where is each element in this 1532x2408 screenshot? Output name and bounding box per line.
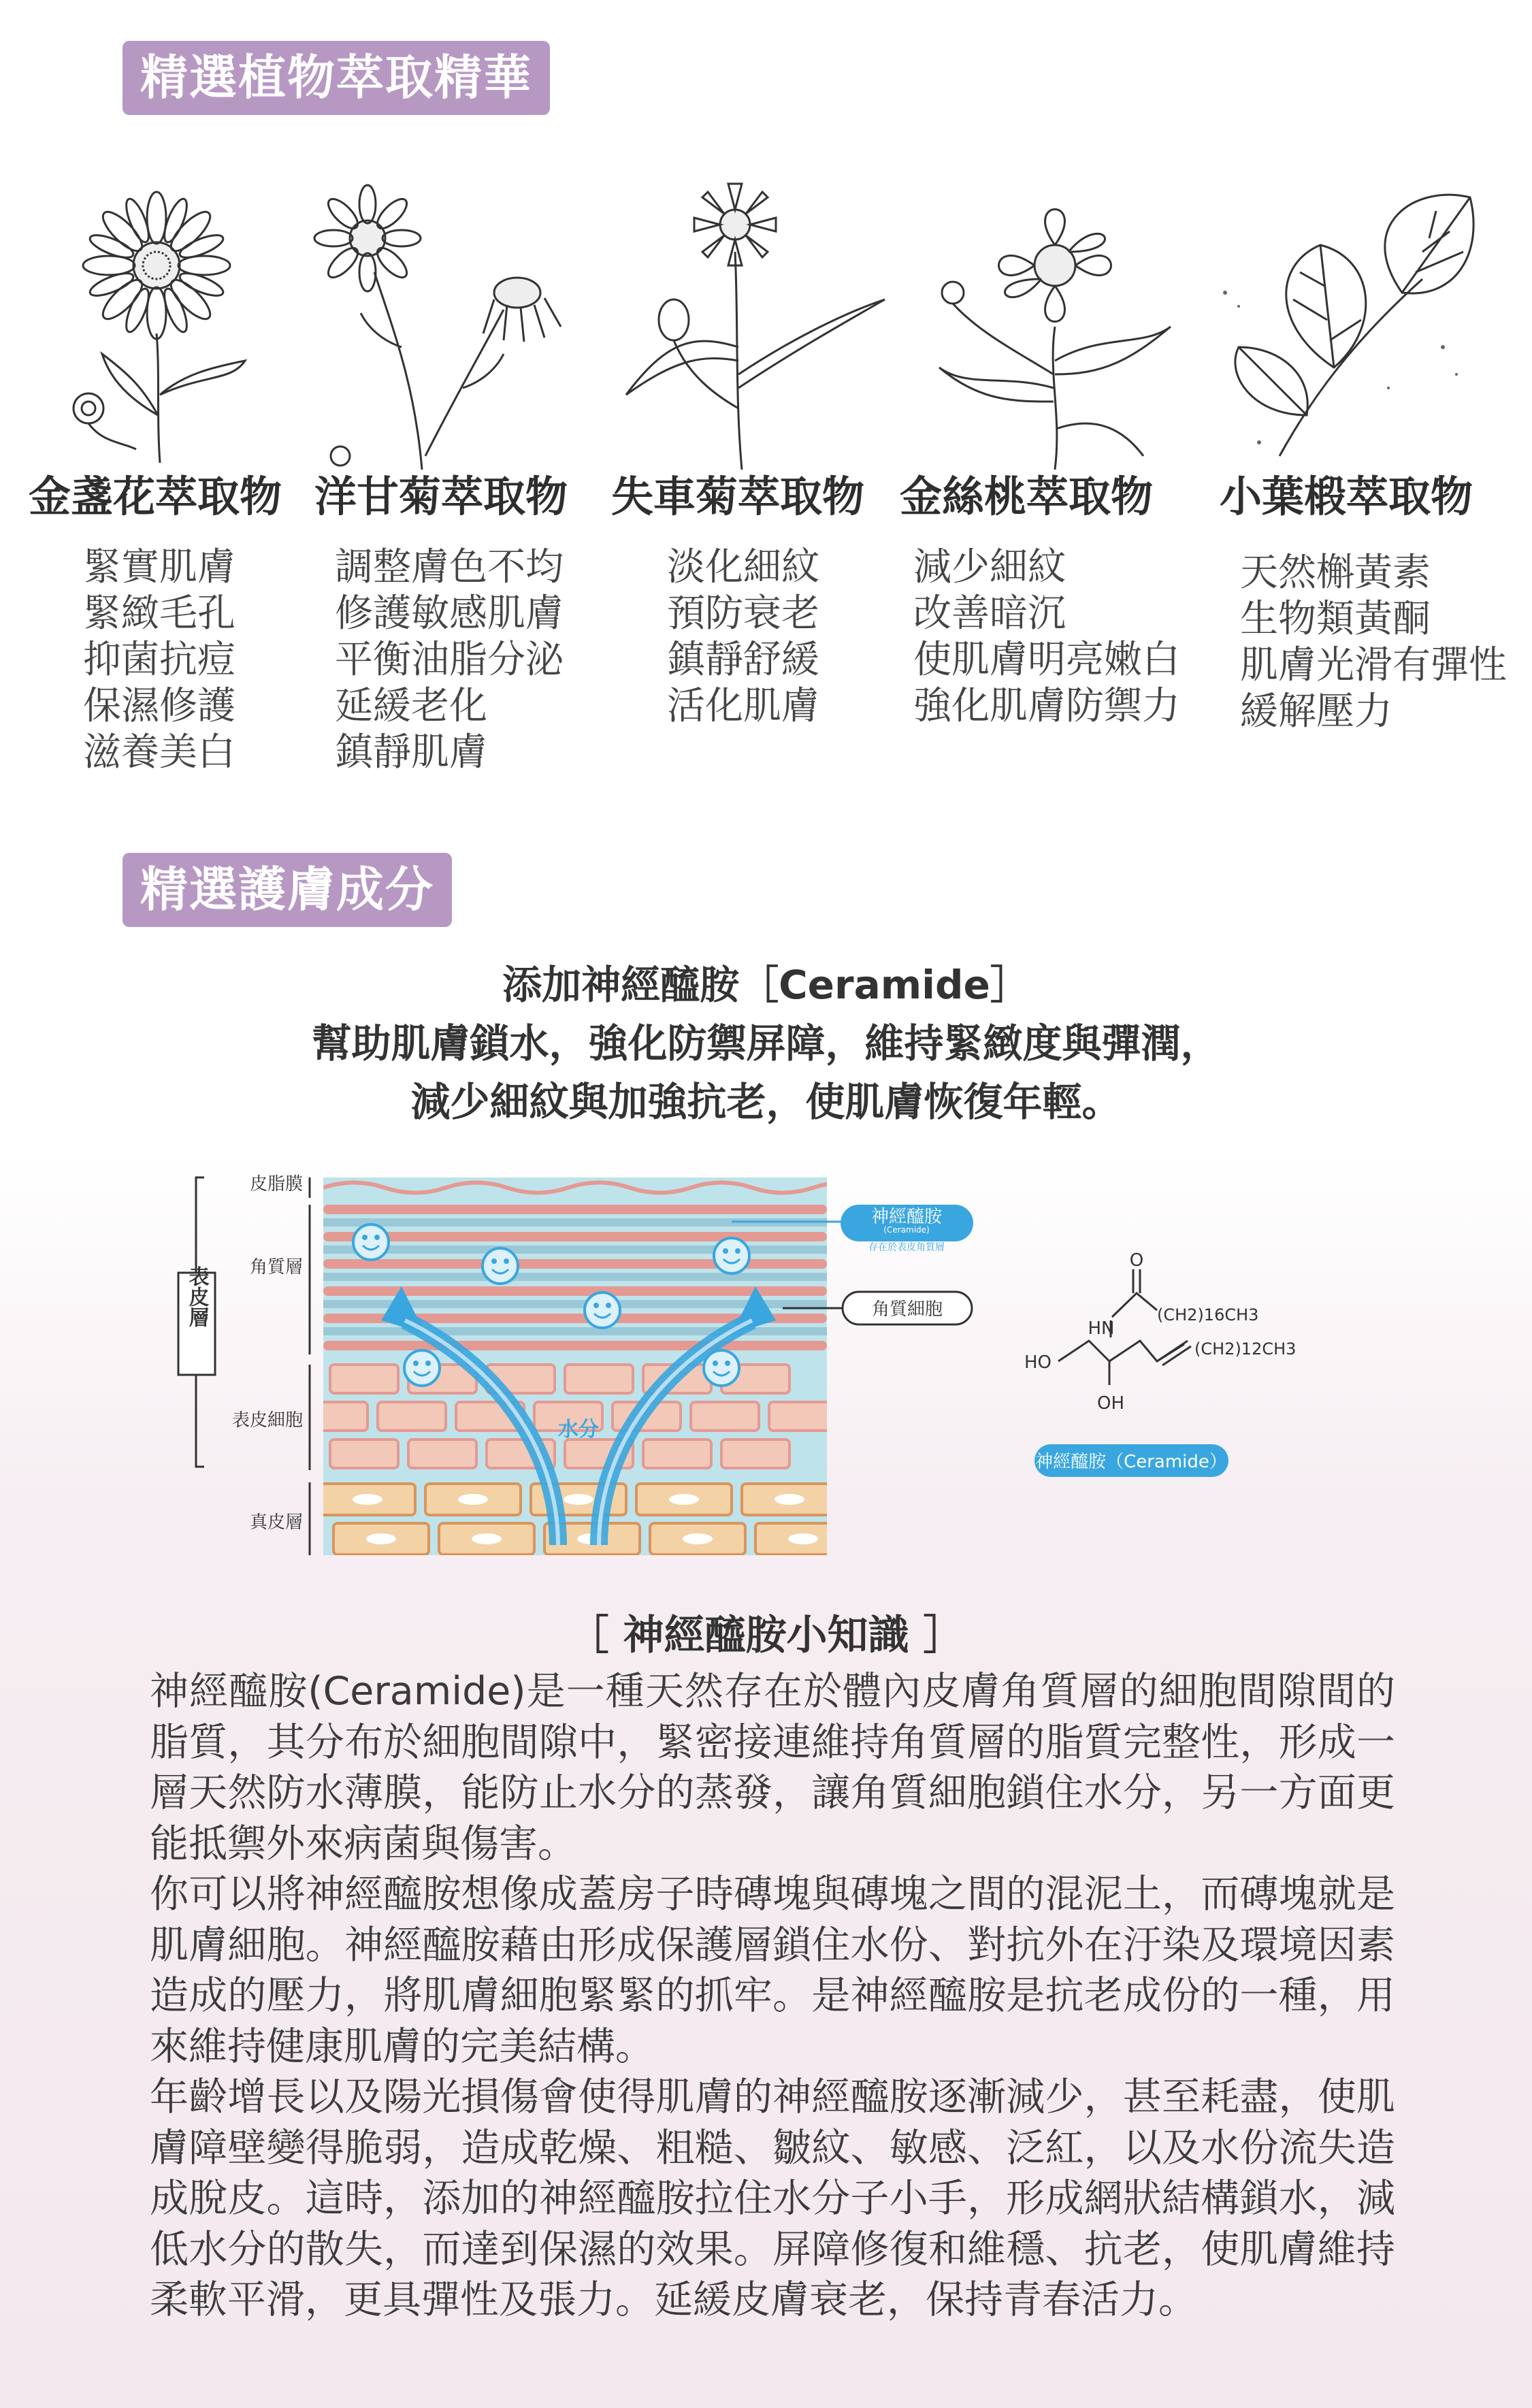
list-item: 緊實肌膚: [83, 545, 235, 589]
callout-ceramide: 神經醯胺: [870, 1207, 943, 1227]
benefit-list-linden: [1240, 550, 1507, 735]
layer-label-sebum: 皮脂膜: [249, 1174, 303, 1194]
benefit-list-cornflower: [667, 544, 819, 730]
list-item: 調整膚色不均: [335, 545, 564, 589]
layer-label-corneum: 角質層: [249, 1257, 303, 1278]
callout-ceramide-sub1: (Ceramide): [883, 1225, 930, 1235]
knowledge-title: ［ 神經醯胺小知識 ］: [568, 1612, 964, 1659]
list-item: 平衡油脂分泌: [335, 638, 564, 682]
knowledge-paragraph-2: 你可以將神經醯胺想像成蓋房子時磚塊與磚塊之間的混泥土，而磚塊就是肌膚細胞。神經醯胺藉由形成保護層鎖住水份、對抗外在汙染及環境因素造成的壓力，將肌膚細胞緊緊的抓牢。是神經醯胺是抗老成份的一種，用來維持健康肌膚的完美結構。: [150, 1872, 1395, 2069]
list-item: 修護敏感肌膚: [335, 591, 564, 636]
knowledge-paragraph-1: 神經醯胺(Ceramide)是一種天然存在於體內皮膚角質層的細胞間隙間的脂質，其分布於細胞間隙中，緊密接連維持角質層的脂質完整性，形成一層天然防水薄膜，能防止水分的蒸發，讓角質細胞鎖住水分，另一方面更能抵禦外來病菌與傷害。: [150, 1669, 1395, 1866]
list-item: 緩解壓力: [1240, 689, 1392, 734]
section-tag-plant-extracts: 精選植物萃取精華: [123, 41, 550, 115]
callout-ceramide-sub2: 存在於表皮角質層: [868, 1242, 945, 1253]
headline-line-2: 幫助肌膚鎖水，強化防禦屏障，維持緊緻度與彈潤，: [312, 1020, 1220, 1067]
knowledge-paragraph-3: 年齡增長以及陽光損傷會使得肌膚的神經醯胺逐漸減少，甚至耗盡，使肌膚障壁變得脆弱，造成乾燥、粗糙、皺紋、敏感、泛紅，以及水份流失造成脫皮。這時，添加的神經醯胺拉住水分子小手，形成網狀結構鎖水，減低水分的散失，而達到保濕的效果。屏障修復和維穩、抗老，使肌膚維持柔軟平滑，更具彈性及張力。延緩皮膚衰老，保持青春活力。: [150, 2075, 1395, 2322]
layer-label-dermis: 真皮層: [249, 1512, 303, 1533]
benefit-list-calendula: [83, 544, 235, 776]
water-label: 水分: [558, 1418, 599, 1442]
list-item: 強化肌膚防禦力: [913, 684, 1180, 728]
chamomile-icon: [299, 170, 599, 470]
molecule-oh: OH: [1096, 1393, 1125, 1414]
layer-label-epidermis-cells: 表皮細胞: [231, 1410, 303, 1431]
list-item: 緊緻毛孔: [83, 591, 235, 636]
hypericum-icon: [898, 170, 1198, 470]
molecule-label: 神經醯胺（Ceramide）: [1035, 1452, 1227, 1472]
layer-group-label: 表皮層: [184, 1266, 209, 1327]
list-item: 改善暗沉: [913, 591, 1066, 636]
list-item: 保濕修護: [83, 684, 235, 728]
linden-leaf-icon: [1198, 170, 1497, 470]
cornflower-icon: [599, 170, 898, 470]
benefit-list-chamomile: [335, 544, 564, 776]
molecule-chain2: (CH2)12CH3: [1194, 1339, 1297, 1358]
skin-layer-diagram: [0, 1157, 1532, 1565]
list-item: 滋養美白: [83, 730, 235, 775]
molecule-chain1: (CH2)16CH3: [1157, 1305, 1259, 1324]
section-tag-skincare-ingredients: 精選護膚成分: [123, 853, 452, 927]
molecule-hn: HN: [1088, 1318, 1115, 1339]
headline-line-3: 減少細紋與加強抗老，使肌膚恢復年輕。: [410, 1079, 1122, 1125]
plant-name-linden: 小葉椴萃取物: [1220, 472, 1473, 521]
list-item: 預防衰老: [667, 591, 819, 636]
list-item: 淡化細紋: [667, 545, 819, 589]
list-item: 鎮靜肌膚: [335, 730, 487, 775]
list-item: 使肌膚明亮嫩白: [913, 638, 1180, 682]
ceramide-molecule: [1058, 1269, 1191, 1385]
headline-line-1: 添加神經醯胺［Ceramide］: [502, 962, 1030, 1008]
list-item: 抑菌抗痘: [83, 638, 235, 682]
plant-name-chamomile: 洋甘菊萃取物: [314, 472, 568, 521]
list-item: 生物類黃酮: [1240, 597, 1431, 641]
list-item: 天然槲黃素: [1240, 551, 1431, 595]
callout-keratinocyte: 角質細胞: [871, 1299, 943, 1320]
plant-name-hypericum: 金絲桃萃取物: [900, 472, 1154, 521]
molecule-o: O: [1129, 1250, 1144, 1271]
plant-name-calendula: 金盞花萃取物: [29, 472, 282, 521]
list-item: 減少細紋: [913, 545, 1066, 589]
list-item: 鎮靜舒緩: [667, 638, 819, 682]
plant-name-cornflower: 失車菊萃取物: [611, 472, 865, 521]
benefit-list-hypericum: [913, 544, 1180, 730]
list-item: 延緩老化: [335, 684, 487, 728]
molecule-ho: HO: [1024, 1352, 1052, 1373]
list-item: 肌膚光滑有彈性: [1240, 643, 1507, 687]
list-item: 活化肌膚: [667, 684, 819, 728]
